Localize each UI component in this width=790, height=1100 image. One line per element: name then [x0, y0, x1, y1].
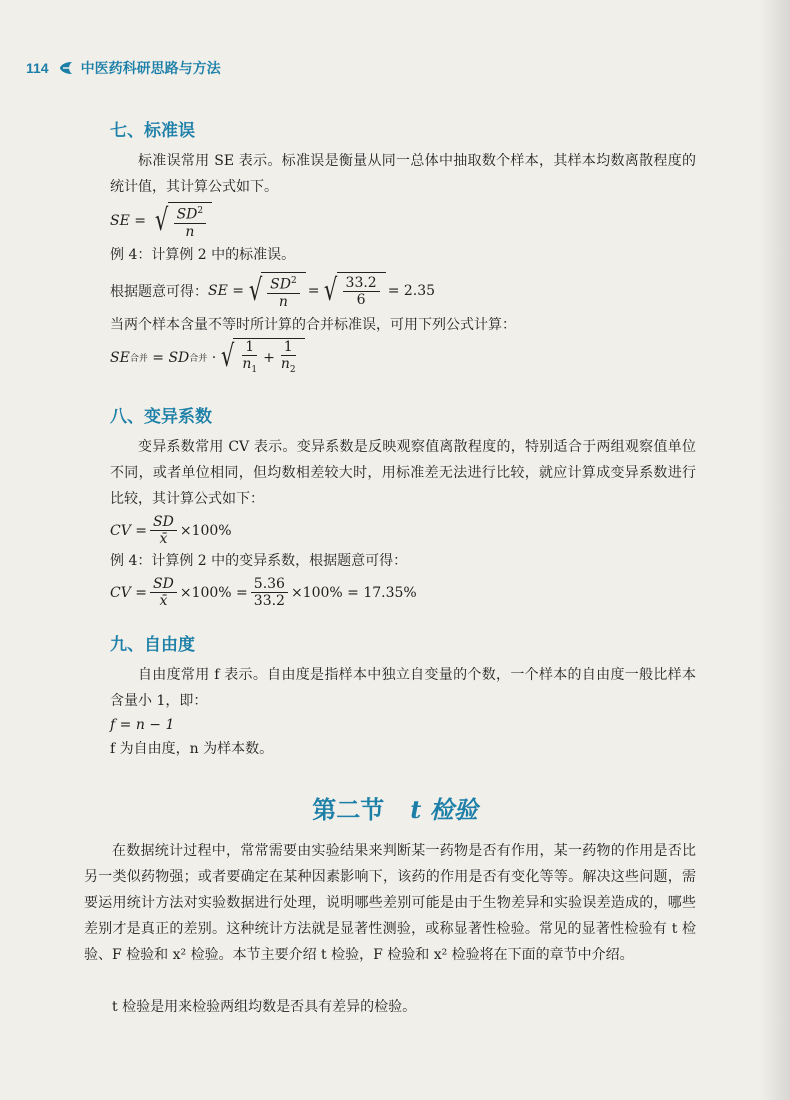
heading-cv: 八、变异系数 [110, 407, 212, 427]
formula-se-calc: 根据题意可得： SE = √ $\frac{SD^2}{n}$ = √ $\frac{33.2}{6}$ = 2.35 [110, 273, 436, 310]
calc-num-sd: SD [270, 276, 291, 293]
example-4-cv: 例 4：计算例 2 中的变异系数，根据题意可得： [110, 553, 408, 569]
book-title: 中医药科研思路与方法 [80, 61, 221, 77]
leaf-arrow-icon [57, 59, 75, 77]
running-header [26, 56, 221, 80]
para-cv: 变异系数常用 CV 表示。变异系数是反映观察值离散程度的，特别适合于两组观察值单位不同，或者单位相同，但均数相差较大时，用标准差无法进行比较，就应计算成变异系数进行比较，其计算公式如下： [110, 439, 696, 507]
para-t-test-intro: 在数据统计过程中，常常需要由实验结果来判断某一药物是否有作用，某一药物的作用是否比另一类似药物强；或者要确定在某种因素影响下，该药的作用是否有变化等等。解决这些问题，需要运用统计方法对实验数据进行处理，说明哪些差别可能是由于生物差异和实验误差造成的，哪些差别才是真正的差别。这种统计方法就是显著性测验，或称显著性检验。常见的显著性检验有 t 检验、F 检验和 x² 检验。本节主要介绍 t 检验，F 检验和 x² 检验将在下面的章节中介绍。 [84, 843, 696, 963]
para-t-test-def: t 检验是用来检验两组均数是否具有差异的检验。 [112, 999, 417, 1015]
cv-num: 5.36 [251, 576, 288, 593]
calc-result: = 2.35 [387, 283, 436, 299]
df-note: f 为自由度，n 为样本数。 [110, 741, 274, 757]
calc-label: 根据题意可得： [110, 284, 208, 300]
formula-cv-calc: CV = $\frac{SD}{x̄}$ ×100% = $\frac{5.36}{33.2}$ ×100% = 17.35% [110, 576, 417, 609]
para-standard-error: 标准误常用 SE 表示。标准误是衡量从同一总体中抽取数个样本，其样本均数离散程度的统计值，其计算公式如下。 [110, 153, 696, 195]
calc-num-value: 33.2 [343, 275, 380, 292]
heading-standard-error: 七、标准误 [110, 121, 195, 141]
formula-se: SE = √ $\frac{SD^2}{n}$ [110, 202, 214, 240]
cv-result: ×100% = 17.35% [290, 584, 417, 601]
page-spine-shadow [760, 0, 790, 1100]
formula-pooled-se: SE 合并 = SD 合并 · √ $\frac{1}{n_1}$ + $\frac{1}{n_2}$ [110, 338, 307, 378]
cv-pct: ×100% [179, 522, 232, 539]
pooled-sub-2: 合并 [189, 354, 208, 365]
formula-df: f = n − 1 [110, 717, 175, 733]
section-title-t: t 检验 [410, 795, 478, 824]
heading-df: 九、自由度 [110, 635, 195, 655]
para-df: 自由度常用 f 表示。自由度是指样本中独立自变量的个数，一个样本的自由度一般比样本含量小 1，即： [110, 667, 696, 709]
calc-den-value: 6 [356, 292, 366, 308]
pooled-se-text: 当两个样本含量不等时所计算的合并标准误，可用下列公式计算： [110, 317, 516, 333]
pooled-sub-1: 合并 [129, 354, 148, 365]
example-4-se: 例 4：计算例 2 中的标准误。 [110, 247, 296, 263]
cv-den: 33.2 [253, 593, 285, 609]
page-number: 114 [26, 60, 49, 76]
section-title [0, 790, 790, 825]
section-title-main: 第二节 [312, 796, 385, 824]
formula-cv: CV = $\frac{SD}{x̄}$ ×100% [110, 514, 232, 547]
